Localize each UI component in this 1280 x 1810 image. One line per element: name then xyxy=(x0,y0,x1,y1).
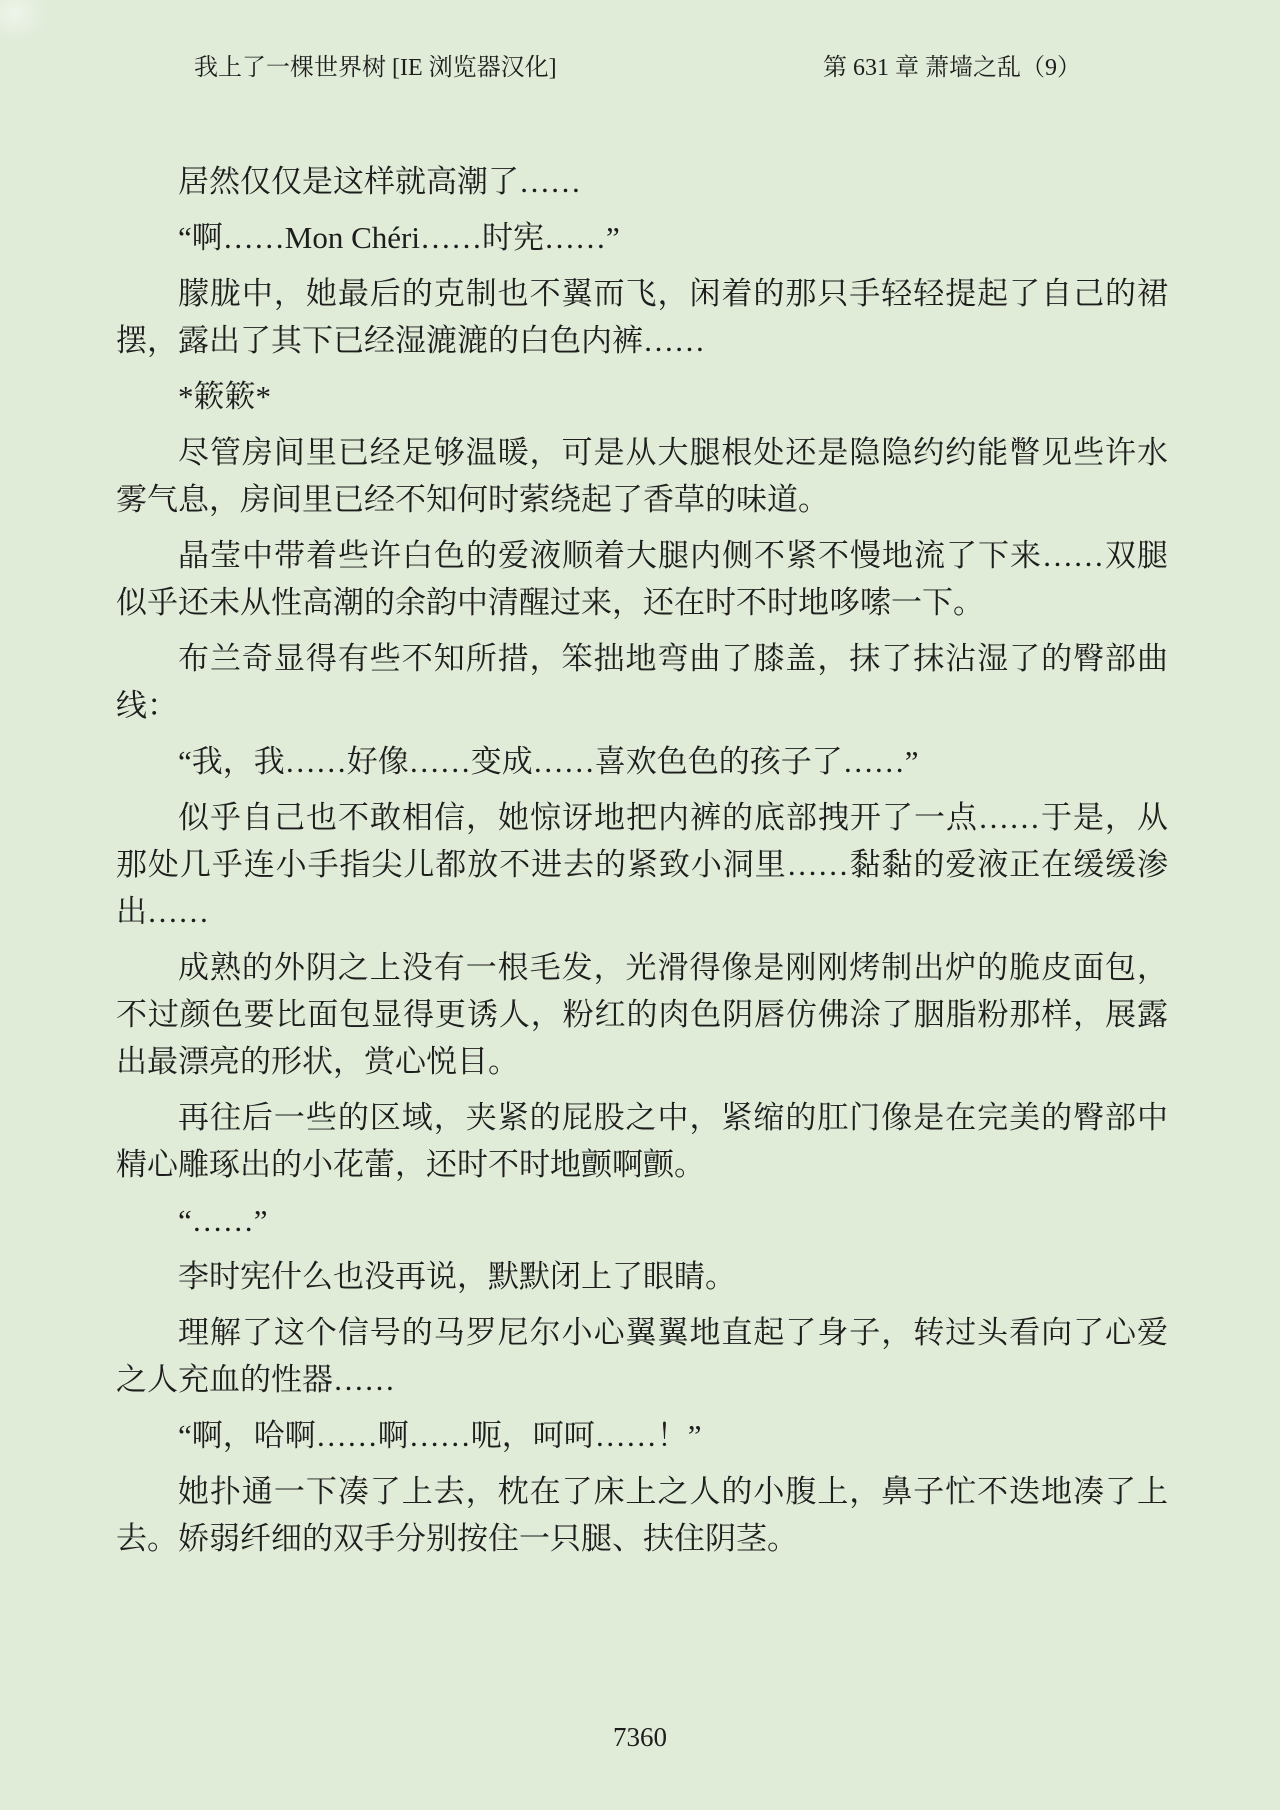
paragraph: 成熟的外阴之上没有一根毛发，光滑得像是刚刚烤制出炉的脆皮面包，不过颜色要比面包显得更诱人，粉红的肉色阴唇仿佛涂了胭脂粉那样，展露出最漂亮的形状，赏心悦目。 xyxy=(116,950,1168,1079)
corner-highlight-artifact xyxy=(0,0,50,44)
paragraph: 再往后一些的区域，夹紧的屁股之中，紧缩的肛门像是在完美的臀部中精心雕琢出的小花蕾，还时不时地颤啊颤。 xyxy=(116,1100,1168,1182)
paragraph: “……” xyxy=(178,1203,268,1238)
page-header xyxy=(194,54,1081,82)
paragraph: 朦胧中，她最后的克制也不翼而飞，闲着的那只手轻轻提起了自己的裙摆，露出了其下已经湿漉漉的白色内裤…… xyxy=(116,276,1168,358)
book-title: 我上了一棵世界树 [IE 浏览器汉化] xyxy=(194,55,557,81)
chapter-title: 第 631 章 萧墙之乱（9） xyxy=(823,55,1081,81)
paragraph: 尽管房间里已经足够温暖，可是从大腿根处还是隐隐约约能瞥见些许水雾气息，房间里已经不知何时萦绕起了香草的味道。 xyxy=(116,435,1168,517)
page-number: 7360 xyxy=(613,1722,667,1752)
paragraph: 理解了这个信号的马罗尼尔小心翼翼地直起了身子，转过头看向了心爱之人充血的性器…… xyxy=(116,1315,1168,1397)
paragraph: 似乎自己也不敢相信，她惊讶地把内裤的底部拽开了一点……于是，从那处几乎连小手指尖儿都放不进去的紧致小洞里……黏黏的爱液正在缓缓渗出…… xyxy=(116,800,1168,929)
paragraph: *簌簌* xyxy=(178,379,271,414)
chapter-body xyxy=(116,158,1168,1571)
paragraph: “啊……Mon Chéri……时宪……” xyxy=(178,220,620,255)
paragraph: 晶莹中带着些许白色的爱液顺着大腿内侧不紧不慢地流了下来……双腿似乎还未从性高潮的余韵中清醒过来，还在时不时地哆嗦一下。 xyxy=(116,538,1168,620)
paragraph: 布兰奇显得有些不知所措，笨拙地弯曲了膝盖，抹了抹沾湿了的臀部曲线： xyxy=(116,641,1168,723)
paragraph: 居然仅仅是这样就高潮了…… xyxy=(178,164,581,199)
paragraph: 她扑通一下凑了上去，枕在了床上之人的小腹上，鼻子忙不迭地凑了上去。娇弱纤细的双手分别按住一只腿、扶住阴茎。 xyxy=(116,1474,1168,1556)
paragraph: “我，我……好像……变成……喜欢色色的孩子了……” xyxy=(178,744,919,779)
paragraph: 李时宪什么也没再说，默默闭上了眼睛。 xyxy=(178,1259,736,1294)
paragraph: “啊，哈啊……啊……呃，呵呵……！” xyxy=(178,1418,702,1453)
